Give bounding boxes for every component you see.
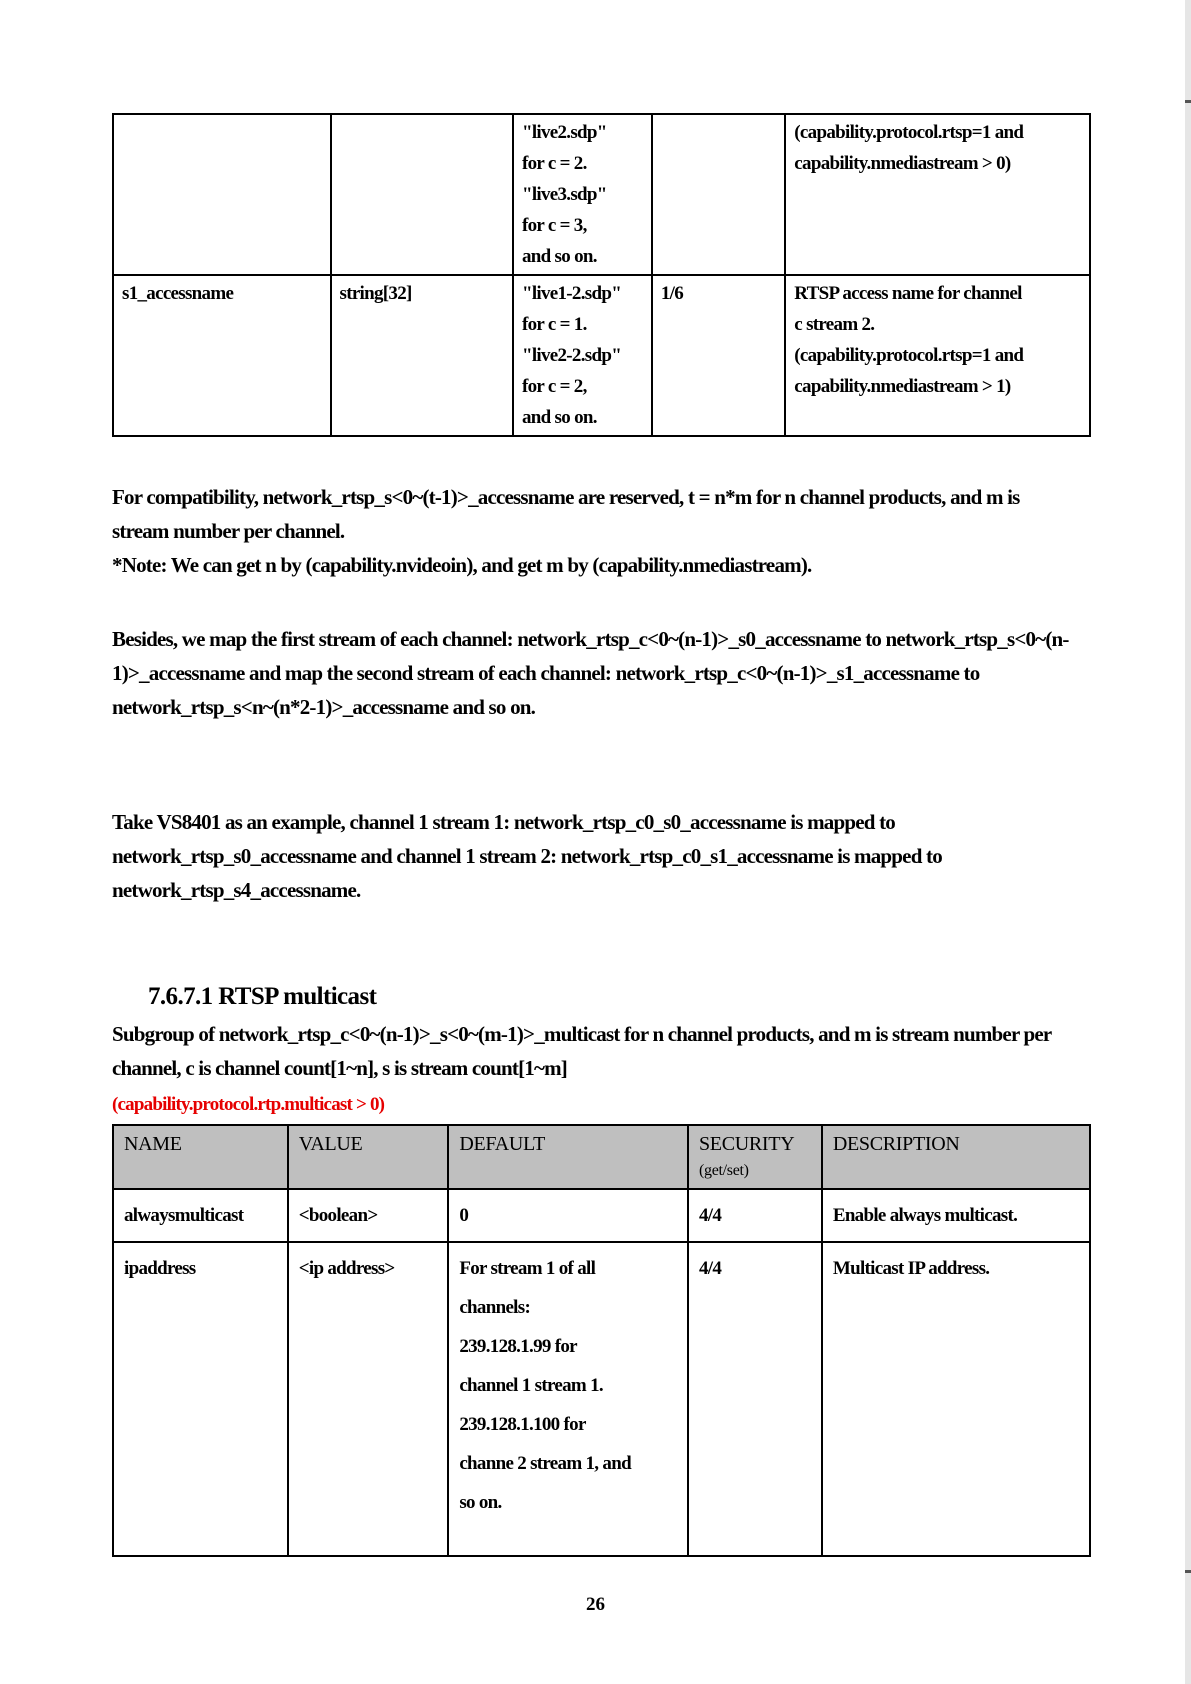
section-heading: 7.6.7.1 RTSP multicast <box>148 983 377 1010</box>
param-name-ref: network_rtsp_s4_accessname <box>112 878 356 902</box>
default-line: "live2.sdp" <box>521 122 607 143</box>
description-line: (capability.protocol.rtsp=1 and <box>794 122 1024 143</box>
param-name-cell: alwaysmulticast <box>113 1189 288 1242</box>
scroll-tick <box>1185 100 1191 103</box>
param-name-cell: ipaddress <box>113 1242 288 1556</box>
description-line: RTSP access name for channel <box>794 283 1022 304</box>
table-row <box>113 1189 1090 1242</box>
page-number: 26 <box>586 1594 605 1615</box>
text-run: Take VS8401 as an example, channel 1 stream 1: <box>112 810 514 834</box>
text-run: Besides, we map the first stream of each channel: <box>112 627 518 651</box>
default-line: for c = 2. <box>521 153 587 174</box>
param-value-cell: <boolean> <box>288 1189 449 1242</box>
param-default-cell <box>448 1242 688 1556</box>
capability-condition: (capability.protocol.rtp.multicast > 0) <box>112 1094 385 1115</box>
default-line: For stream 1 of all <box>459 1258 596 1279</box>
description-line: capability.nmediastream > 1) <box>794 376 1011 397</box>
text-run: . <box>356 878 361 902</box>
default-line: channels: <box>459 1297 531 1318</box>
param-value-cell: <ip address> <box>288 1242 449 1556</box>
param-name-ref: network_rtsp_c0_s0_accessname <box>513 810 786 834</box>
default-line: for c = 2, <box>521 376 587 397</box>
param-name-ref: network_rtsp_s<0~(n-1)>_accessname <box>112 627 1069 685</box>
default-line: 239.128.1.100 for <box>459 1414 586 1435</box>
param-default-cell <box>448 1189 688 1242</box>
param-security-cell: 4/4 <box>688 1189 822 1242</box>
param-name-cell <box>113 114 331 275</box>
default-line: 239.128.1.99 for <box>459 1336 577 1357</box>
default-line: "live1-2.sdp" <box>521 283 622 304</box>
default-line: "live2-2.sdp" <box>521 345 622 366</box>
default-line: "live3.sdp" <box>521 184 607 205</box>
note-text: *Note: We can get n by (capability.nvideoin), and get m by (capability.nmediastream). <box>112 553 812 577</box>
description-line: capability.nmediastream > 0) <box>794 153 1011 174</box>
header-value: VALUE <box>288 1125 449 1189</box>
param-description-cell <box>785 114 1090 275</box>
text-run: For compatibility, <box>112 485 263 509</box>
text-run: to <box>860 627 886 651</box>
table-row <box>113 114 1090 275</box>
example-text <box>112 805 1072 907</box>
param-type-cell <box>331 114 513 275</box>
header-name: NAME <box>113 1125 288 1189</box>
param-default-cell <box>513 275 652 436</box>
param-security-cell: 4/4 <box>688 1242 822 1556</box>
default-line: channe 2 stream 1, and <box>459 1453 631 1474</box>
text-run: and so on. <box>448 695 536 719</box>
param-name-ref: network_rtsp_s0_accessname <box>112 844 356 868</box>
header-description: DESCRIPTION <box>822 1125 1090 1189</box>
param-description-cell: Multicast IP address. <box>822 1242 1090 1556</box>
text-run: and channel 1 stream 2: <box>356 844 561 868</box>
param-name-ref: network_rtsp_c0_s1_accessname <box>560 844 833 868</box>
header-security <box>688 1125 822 1189</box>
example-paragraph <box>112 805 1072 907</box>
text-run: and map the second stream of each channel: <box>244 661 616 685</box>
rtsp-accessname-table <box>112 113 1091 437</box>
table-row <box>113 275 1090 436</box>
text-run: for n channel products, and m is stream number per channel, c is channel count[1~n], s is stream count[1~m] <box>112 1022 1052 1080</box>
text-run: to <box>959 661 980 685</box>
text-run: is mapped to <box>785 810 895 834</box>
default-line: for c = 3, <box>521 215 587 236</box>
compatibility-text <box>112 480 1072 548</box>
mapping-paragraph <box>112 622 1072 724</box>
default-line: for c = 1. <box>521 314 587 335</box>
param-type-cell: string[32] <box>331 275 513 436</box>
default-line: so on. <box>459 1492 502 1513</box>
section-intro <box>112 1017 1072 1085</box>
default-line: 0 <box>459 1205 469 1226</box>
text-run: Subgroup of <box>112 1022 219 1046</box>
param-name-ref: network_rtsp_c<0~(n-1)>_s<0~(m-1)>_multicast <box>218 1022 620 1046</box>
param-description-cell: Enable always multicast. <box>822 1189 1090 1242</box>
default-line: and so on. <box>521 246 597 267</box>
section-intro-text <box>112 1017 1072 1085</box>
param-name-cell: s1_accessname <box>113 275 331 436</box>
rtsp-multicast-table <box>112 1124 1091 1557</box>
scroll-tick <box>1185 1570 1191 1573</box>
param-name-ref: network_rtsp_c<0~(n-1)>_s1_accessname <box>615 661 960 685</box>
default-line: and so on. <box>521 407 597 428</box>
mapping-text <box>112 622 1072 724</box>
param-name-ref: network_rtsp_s<n~(n*2-1)>_accessname <box>112 695 449 719</box>
text-run: is mapped to <box>832 844 942 868</box>
header-security-label: SECURITY <box>698 1133 795 1155</box>
param-name-ref: network_rtsp_s<0~(t-1)>_accessname <box>262 485 574 509</box>
param-description-cell <box>785 275 1090 436</box>
header-security-sub: (get/set) <box>698 1162 749 1179</box>
header-default: DEFAULT <box>448 1125 688 1189</box>
description-line: (capability.protocol.rtsp=1 and <box>794 345 1024 366</box>
compatibility-paragraph <box>112 480 1072 582</box>
table-row <box>113 1242 1090 1556</box>
param-security-cell <box>652 114 785 275</box>
description-line: c stream 2. <box>794 314 875 335</box>
table-header-row <box>113 1125 1090 1189</box>
page-edge-scrollbar <box>1185 0 1191 1684</box>
default-line: channel 1 stream 1. <box>459 1375 603 1396</box>
param-security-cell: 1/6 <box>652 275 785 436</box>
param-default-cell <box>513 114 652 275</box>
param-name-ref: network_rtsp_c<0~(n-1)>_s0_accessname <box>517 627 861 651</box>
text-run: are reserved, t = n*m for n channel products, and m is stream number per channel. <box>112 485 1020 543</box>
